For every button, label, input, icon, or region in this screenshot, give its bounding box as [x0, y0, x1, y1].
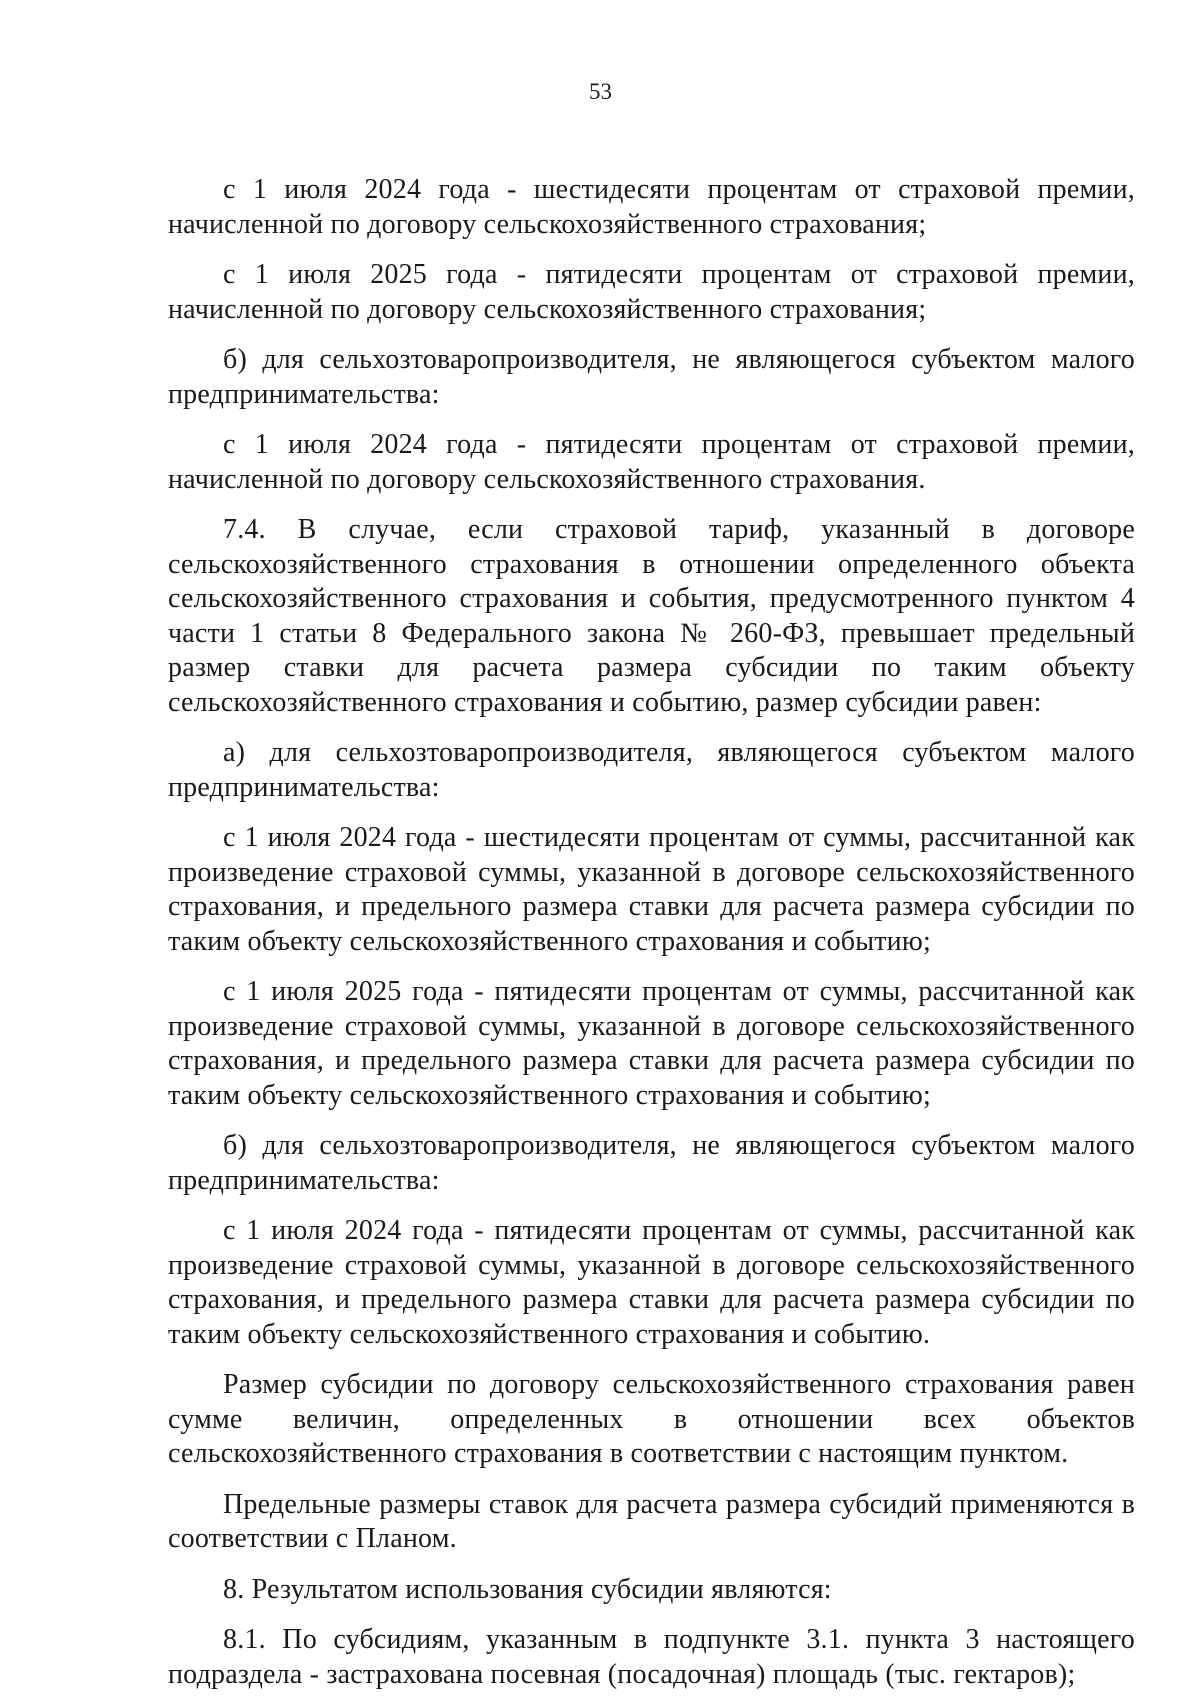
- paragraph-8: с 1 июля 2025 года - пятидесяти процентам от суммы, рассчитанной как произведение страховой суммы, указанной в договоре сельскохозяйственного страхования, и предельного размера ставки для расчета размера субсидии по таким объекту сельскохозяйственного страхования и событию;: [168, 976, 1135, 1111]
- document-body: [168, 173, 1135, 1708]
- paragraph-12: Предельные размеры ставок для расчета размера субсидий применяются в соответствии с Планом.: [168, 1488, 1135, 1554]
- paragraph-10: с 1 июля 2024 года - пятидесяти процентам от суммы, рассчитанной как произведение страховой суммы, указанной в договоре сельскохозяйственного страхования, и предельного размера ставки для расчета размера субсидии по таким объекту сельскохозяйственного страхования и событию.: [168, 1215, 1135, 1350]
- paragraph-11: Размер субсидии по договору сельскохозяйственного страхования равен сумме величин, определенных в отношении всех объектов сельскохозяйственного страхования в соответствии с настоящим пунктом.: [168, 1369, 1135, 1469]
- paragraph-5: 7.4. В случае, если страховой тариф, указанный в договоре сельскохозяйственного страхования в отношении определенного объекта сельскохозяйственного страхования и события, предусмотренного пунктом 4 части 1 статьи 8 Федерального закона № 260-ФЗ, превышает предельный размер ставки для расчета размера субсидии по таким объекту сельскохозяйственного страхования и событию, размер субсидии равен:: [168, 514, 1135, 718]
- paragraph-7: с 1 июля 2024 года - шестидесяти процентам от суммы, рассчитанной как произведение страховой суммы, указанной в договоре сельскохозяйственного страхования, и предельного размера ставки для расчета размера субсидии по таким объекту сельскохозяйственного страхования и событию;: [168, 822, 1135, 957]
- paragraph-14: 8.1. По субсидиям, указанным в подпункте 3.1. пункта 3 настоящего подраздела - застрахована посевная (посадочная) площадь (тыс. гектаров);: [168, 1624, 1135, 1690]
- paragraph-9: б) для сельхозтоваропроизводителя, не являющегося субъектом малого предпринимательства:: [168, 1130, 1135, 1196]
- paragraph-6: а) для сельхозтоваропроизводителя, являющегося субъектом малого предпринимательства:: [168, 737, 1135, 803]
- paragraph-2: с 1 июля 2025 года - пятидесяти процентам от страховой премии, начисленной по договору сельскохозяйственного страхования;: [168, 259, 1135, 325]
- paragraph-4: с 1 июля 2024 года - пятидесяти процентам от страховой премии, начисленной по договору сельскохозяйственного страхования.: [168, 429, 1135, 495]
- paragraph-13: 8. Результатом использования субсидии являются:: [223, 1573, 832, 1605]
- page-number: 53: [589, 79, 612, 104]
- paragraph-1: с 1 июля 2024 года - шестидесяти процентам от страховой премии, начисленной по договору сельскохозяйственного страхования;: [168, 174, 1135, 240]
- paragraph-3: б) для сельхозтоваропроизводителя, не являющегося субъектом малого предпринимательства:: [168, 344, 1135, 410]
